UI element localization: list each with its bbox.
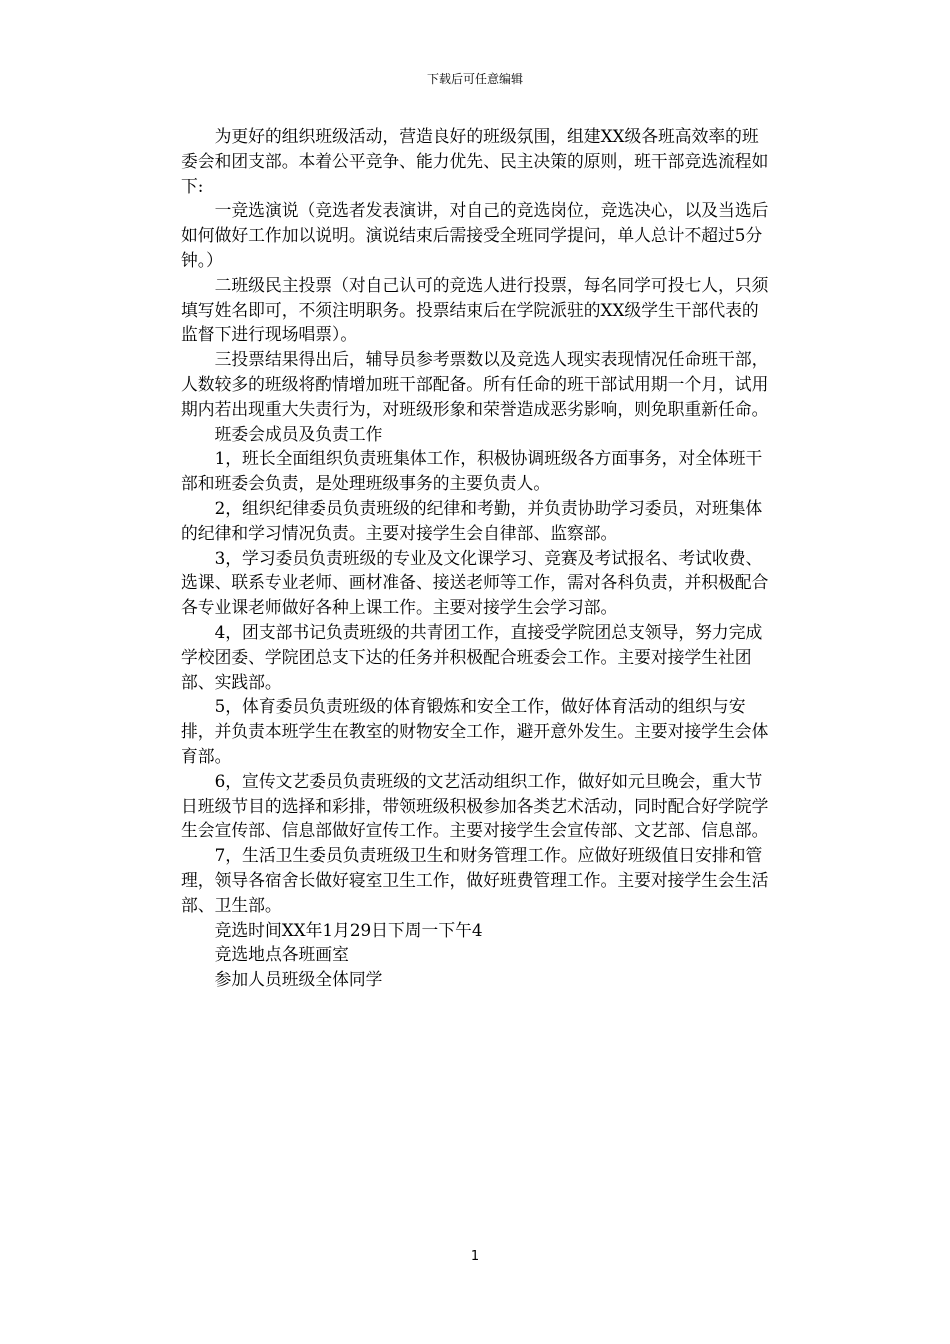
duty-7-paragraph: 7，生活卫生委员负责班级卫生和财务管理工作。应做好班级值日安排和管理，领导各宿舍长做好寝室卫生工作，做好班费管理工作。主要对接学生会生活部、卫生部。 [181, 845, 769, 915]
step-1-paragraph: 一竞选演说（竞选者发表演讲，对自己的竞选岗位，竞选决心，以及当选后如何做好工作加以说明。演说结束后需接受全班同学提问，单人总计不超过5分钟。） [181, 200, 769, 270]
duty-3-paragraph: 3，学习委员负责班级的专业及文化课学习、竞赛及考试报名、考试收费、选课、联系专业老师、画材准备、接送老师等工作，需对各科负责，并积极配合各专业课老师做好各种上课工作。主要对接学生会学习部。 [181, 547, 769, 618]
duty-6-paragraph: 6，宣传文艺委员负责班级的文艺活动组织工作，做好如元旦晚会，重大节日班级节目的选择和彩排，带领班级积极参加各类艺术活动，同时配合好学院学生会宣传部、信息部做好宣传工作。主要对接学生会宣传部、文艺部、信息部。 [181, 770, 769, 841]
election-place: 竞选地点各班画室 [214, 944, 349, 965]
duty-1-paragraph: 1，班长全面组织负责班集体工作，积极协调班级各方面事务，对全体班干部和班委会负责，是处理班级事务的主要负责人。 [181, 448, 763, 494]
duty-5-paragraph: 5，体育委员负责班级的体育锻炼和安全工作，做好体育活动的组织与安排，并负责本班学生在教室的财物安全工作，避开意外发生。主要对接学生会体育部。 [181, 696, 769, 766]
page-number: 1 [470, 1249, 480, 1264]
page-header: 下载后可任意编辑 [426, 72, 523, 86]
document-body [181, 124, 769, 992]
participants: 参加人员班级全体同学 [214, 969, 383, 990]
step-2-paragraph: 二班级民主投票（对自己认可的竞选人进行投票，每名同学可投七人，只须填写姓名即可，不须注明职务。投票结束后在学院派驻的XX级学生干部代表的监督下进行现场唱票）。 [181, 274, 769, 345]
duty-2-paragraph: 2，组织纪律委员负责班级的纪律和考勤，并负责协助学习委员，对班集体的纪律和学习情况负责。主要对接学生会自律部、监察部。 [181, 497, 763, 543]
duty-4-paragraph: 4，团支部书记负责班级的共青团工作，直接受学院团总支领导，努力完成学校团委、学院团总支下达的任务并积极配合班委会工作。主要对接学生社团部、实践部。 [181, 621, 763, 692]
step-3-paragraph: 三投票结果得出后，辅导员参考票数以及竞选人现实表现情况任命班干部，人数较多的班级将酌情增加班干部配备。所有任命的班干部试用期一个月，试用期内若出现重大失责行为，对班级形象和荣誉造成恶劣影响，则免职重新任命。 [181, 349, 769, 419]
election-time: 竞选时间XX年1月29日下周一下午4 [214, 919, 483, 940]
intro-paragraph: 为更好的组织班级活动，营造良好的班级氛围，组建XX级各班高效率的班委会和团支部。本着公平竞争、能力优先、民主决策的原则，班干部竞选流程如下: [181, 126, 769, 196]
section-title: 班委会成员及负责工作 [214, 423, 383, 444]
